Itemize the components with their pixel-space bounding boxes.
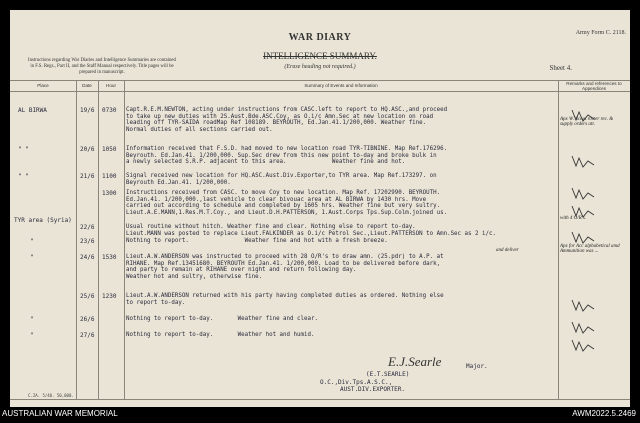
row-hour: 1530 bbox=[102, 254, 117, 261]
col-divider bbox=[124, 80, 125, 400]
remark-annotation: with 4 O/R's. bbox=[560, 216, 586, 221]
row-date: 24/6 bbox=[80, 254, 95, 261]
diary-table bbox=[10, 80, 630, 400]
row-summary: Nothing to report to-day. Weather hot and humid. bbox=[126, 332, 315, 338]
row-summary: Nothing to report. Weather fine and hot with a fresh breeze. bbox=[126, 238, 388, 244]
row-place: " " bbox=[18, 173, 29, 180]
sheet-number: Sheet 4. bbox=[549, 64, 572, 72]
table-bottom-rule bbox=[10, 399, 630, 400]
row-summary: Usual routine without hitch. Weather fine and clear. Nothing else to report to-day. Lieut.MANN was posted to replace Lieut.FALKINDER as O.i/c Petrol Sec.,Lieut.PATTERSON to Amn.Sec as 2 i/c. bbox=[126, 224, 496, 237]
row-date: 25/6 bbox=[80, 293, 95, 300]
table-top-rule bbox=[10, 80, 630, 81]
row-date: 27/6 bbox=[80, 332, 95, 339]
initial-scribble bbox=[572, 156, 594, 167]
col-head-place: Place bbox=[37, 83, 49, 88]
row-date: 19/6 bbox=[80, 107, 95, 114]
footer-accession-number: AWM2022.5.2469 bbox=[572, 409, 636, 418]
row-summary: Nothing to report to-day. Weather fine and clear. bbox=[126, 316, 318, 322]
row-date: 26/6 bbox=[80, 316, 95, 323]
signature-rank: Major. bbox=[466, 363, 488, 370]
remark-annotation: and deliver bbox=[496, 248, 519, 253]
row-summary: Lieut.A.W.ANDERSON was instructed to proceed with 28 O/R's to draw amn. (25.pdr) to A.P. at RIHANE. Map Ref.13451680. BEYROUTH Ed.Jan.41. 1/200,000. Load to be delivered before dark, and party to remain at RIHANE over night and return following day. Weather hot and sultry, otherwise fine. bbox=[126, 254, 444, 280]
signature-formation: AUST.DIV.EXPORTER. bbox=[340, 386, 406, 393]
row-date: 20/6 bbox=[80, 146, 95, 153]
initials-marks bbox=[562, 100, 626, 360]
row-summary: Capt.R.E.M.NEWTON, acting under instructions from CASC.left to report to HQ.ASC.,and proceed to take up new duties with 2S.Aust.Bde.ASC.Coy, as O.i/c Amn.Sec at new location on road leading off TYR-SAIDA roadMap Ref 108189. BEYROUTH, Ed.Jan.41.1/200,000. Weather fine. Normal duties of all sections carried out. bbox=[126, 107, 448, 133]
row-place: " bbox=[30, 238, 34, 245]
row-date: 21/6 bbox=[80, 173, 95, 180]
row-hour: 1300 bbox=[102, 190, 117, 197]
row-place: TYR area (Syria) bbox=[14, 217, 72, 224]
row-date: 22/6 bbox=[80, 224, 95, 231]
remark-annotation: Apx for Acc alphabetical amd Ammunition was ... bbox=[560, 244, 620, 254]
col-head-summary: Summary of Events and Information bbox=[304, 83, 378, 88]
initial-scribble bbox=[572, 188, 594, 199]
footer-archive-name: AUSTRALIAN WAR MEMORIAL bbox=[2, 409, 118, 418]
row-summary: Instructions received from CASC. to move Coy to new location. Map Ref. 17202990. BEYROUTH. Ed.Jan.41. 1/200,000.,last vehicle to clear bivouac area at AL BIRWA by 1430 hrs. Move carried out according to schedule and completed by 1605 hrs. Weather fine but very sultry. Lieut.A.E.MANN,1.Res.M.T.Coy., and Lieut.D.H.PATTERSON, 1.Aust.Corps Tps.Sup.Colm.joined us. bbox=[126, 190, 448, 216]
header-rule bbox=[10, 91, 630, 92]
row-hour: 1100 bbox=[102, 173, 117, 180]
signature-office: O.C.,Div.Tps.A.S.C., bbox=[320, 379, 393, 386]
handwritten-signature: E.J.Searle bbox=[388, 354, 442, 369]
instructions-note: Instructions regarding War Diaries and Intelligence Summaries are contained in F.S. Regs., Part II, and the Staff Manual respectively. Title pages will be prepared in manuscript. bbox=[28, 58, 176, 75]
row-summary: Signal received new location for HQ.ASC.Aust.Div.Exporter,to TYR area. Map Ref.173297. on Beyrouth Ed.Jan.41. 1/200,000. bbox=[126, 173, 437, 186]
row-summary: Information received that F.S.D. had moved to new location road TYR-TIBNINE. Map Ref.176296. Beyrouth. Ed.Jan.41. 1/200,000. Sup.Sec drew from this new point to-day and broke bulk in a newly selected S.R.P. adjacent to this area. Weather fine and hot. bbox=[126, 146, 448, 166]
signature-typed-name: (E.T.SEARLE) bbox=[366, 371, 410, 378]
army-form-number: Army Form C. 2118. bbox=[575, 30, 626, 36]
initial-scribble bbox=[572, 300, 594, 311]
row-place: " bbox=[30, 254, 34, 261]
diary-title: WAR DIARY bbox=[288, 32, 352, 43]
col-head-remarks: Remarks and references to Appendices bbox=[566, 81, 622, 91]
row-hour: 1050 bbox=[102, 146, 117, 153]
col-head-date: Date bbox=[82, 83, 92, 88]
print-code: C.2A. 5/40. 50,000. bbox=[28, 393, 74, 398]
row-summary: Lieut.A.W.ANDERSON returned with his party having completed duties as ordered. Nothing else to report to-day. bbox=[126, 293, 444, 306]
diary-sheet bbox=[10, 10, 630, 407]
initial-scribble bbox=[572, 110, 594, 121]
row-date: 23/6 bbox=[80, 238, 95, 245]
col-head-hour: Hour bbox=[106, 83, 116, 88]
remark-annotation: Apx W. Scout roster rec. & supply orders att. bbox=[560, 117, 614, 127]
initial-scribble bbox=[572, 340, 594, 351]
row-place: " " bbox=[18, 146, 29, 153]
col-divider bbox=[76, 80, 77, 400]
erase-note: (Erase heading not required.) bbox=[284, 64, 356, 70]
row-place: " bbox=[30, 332, 34, 339]
row-hour: 1230 bbox=[102, 293, 117, 300]
initial-scribble bbox=[572, 322, 594, 333]
initial-scribble bbox=[572, 232, 594, 243]
diary-subtitle: INTELLIGENCE SUMMARY. bbox=[263, 51, 377, 61]
row-place: AL BIRWA bbox=[18, 107, 47, 114]
row-hour: 0730 bbox=[102, 107, 117, 114]
col-divider bbox=[98, 80, 99, 400]
initial-scribble bbox=[572, 206, 594, 217]
row-place: " bbox=[30, 316, 34, 323]
